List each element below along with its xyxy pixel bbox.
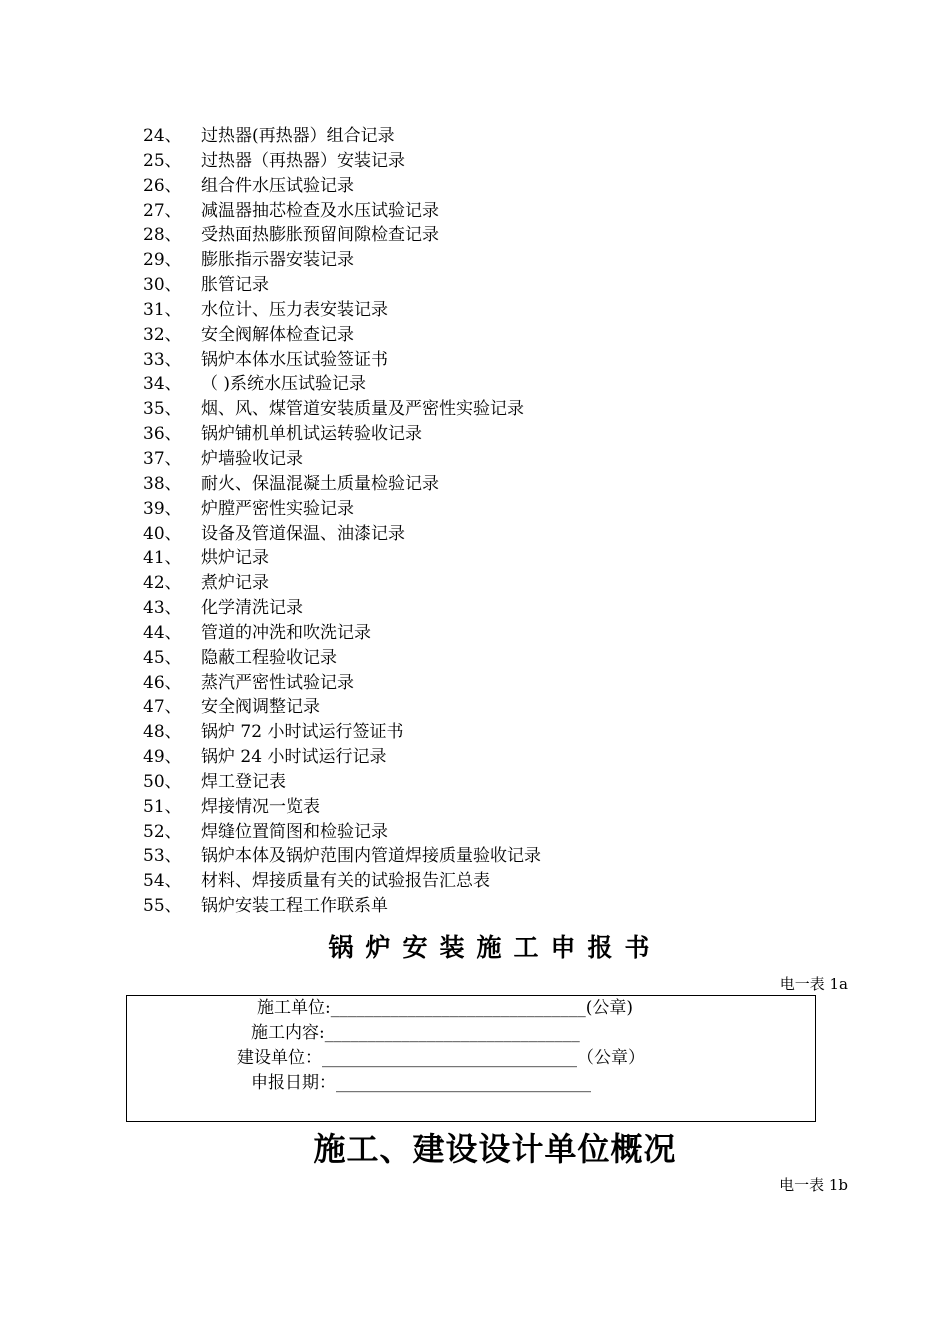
list-item xyxy=(143,720,541,745)
list-item xyxy=(143,844,541,869)
item-number: 49、 xyxy=(143,747,182,768)
list-item xyxy=(143,671,541,696)
item-text: 设备及管道保温、油漆记录 xyxy=(201,523,405,544)
list-item xyxy=(143,894,541,919)
form-code-1b: 电一表 1b xyxy=(779,1176,848,1194)
item-number: 30、 xyxy=(143,275,182,296)
item-number: 29、 xyxy=(143,250,182,271)
list-item xyxy=(143,124,541,149)
item-number: 28、 xyxy=(143,225,182,246)
item-text: 管道的冲洗和吹洗记录 xyxy=(201,622,371,643)
record-list xyxy=(143,124,541,919)
item-text: 锅炉安装工程工作联系单 xyxy=(201,896,388,917)
overview-title: 施工、建设设计单位概况 xyxy=(313,1130,677,1168)
item-text: 组合件水压试验记录 xyxy=(201,175,354,196)
item-number: 32、 xyxy=(143,324,182,345)
list-item xyxy=(143,199,541,224)
list-item xyxy=(143,745,541,770)
item-number: 34、 xyxy=(143,374,182,395)
item-number: 24、 xyxy=(143,126,182,146)
item-number: 50、 xyxy=(143,771,182,792)
list-item xyxy=(143,174,541,199)
list-item xyxy=(143,149,541,174)
item-number: 33、 xyxy=(143,349,182,370)
list-item xyxy=(143,497,541,522)
item-number: 35、 xyxy=(143,399,182,420)
list-item xyxy=(143,372,541,397)
item-text: 锅炉本体水压试验签证书 xyxy=(201,349,388,370)
owner-field[interactable]: 建设单位：______________________________（公章） xyxy=(237,1048,645,1068)
item-number: 26、 xyxy=(143,175,182,196)
list-item xyxy=(143,546,541,571)
item-number: 41、 xyxy=(143,548,182,569)
item-text: 焊接情况一览表 xyxy=(201,796,320,817)
list-item xyxy=(143,447,541,472)
list-item xyxy=(143,223,541,248)
item-number: 36、 xyxy=(143,424,182,445)
item-number: 51、 xyxy=(143,796,182,817)
item-text: 焊工登记表 xyxy=(201,771,286,792)
form-code-1a: 电一表 1a xyxy=(779,975,848,993)
list-item xyxy=(143,571,541,596)
list-item xyxy=(143,621,541,646)
list-item xyxy=(143,397,541,422)
item-text: 受热面热膨胀预留间隙检查记录 xyxy=(201,225,439,246)
list-item xyxy=(143,695,541,720)
item-number: 40、 xyxy=(143,523,182,544)
item-number: 31、 xyxy=(143,299,182,320)
contractor-field[interactable]: 施工单位:______________________________(公章) xyxy=(257,998,633,1018)
item-number: 39、 xyxy=(143,498,182,519)
list-item xyxy=(143,770,541,795)
item-number: 52、 xyxy=(143,821,182,842)
list-item xyxy=(143,820,541,845)
item-text: 化学清洗记录 xyxy=(201,598,303,619)
item-text: 耐火、保温混凝土质量检验记录 xyxy=(201,473,439,494)
list-item xyxy=(143,422,541,447)
application-form-box xyxy=(126,995,816,1122)
item-text: 烟、风、煤管道安装质量及严密性实验记录 xyxy=(201,399,524,420)
item-text: 水位计、压力表安装记录 xyxy=(201,299,388,320)
item-number: 46、 xyxy=(143,672,182,693)
item-text: 焊缝位置简图和检验记录 xyxy=(201,821,388,842)
item-text: 蒸汽严密性试验记录 xyxy=(201,672,354,693)
item-text: 过热器(再热器）组合记录 xyxy=(201,126,395,146)
application-title: 锅炉安装施工申报书 xyxy=(328,933,662,962)
item-number: 47、 xyxy=(143,697,182,718)
item-number: 43、 xyxy=(143,598,182,619)
list-item xyxy=(143,323,541,348)
item-number: 42、 xyxy=(143,573,182,594)
list-item xyxy=(143,298,541,323)
item-text: 安全阀调整记录 xyxy=(201,697,320,718)
item-text: 膨胀指示器安装记录 xyxy=(201,250,354,271)
list-item xyxy=(143,348,541,373)
item-text: 减温器抽芯检查及水压试验记录 xyxy=(201,200,439,221)
date-field[interactable]: 申报日期：______________________________ xyxy=(251,1073,591,1093)
list-item xyxy=(143,248,541,273)
item-text: 锅炉铺机单机试运转验收记录 xyxy=(201,424,422,445)
item-number: 54、 xyxy=(143,871,182,892)
item-text: 烘炉记录 xyxy=(201,548,269,569)
item-number: 45、 xyxy=(143,647,182,668)
item-number: 48、 xyxy=(143,722,182,743)
item-number: 37、 xyxy=(143,448,182,469)
item-text: 锅炉 72 小时试运行签证书 xyxy=(201,722,404,743)
item-text: 材料、焊接质量有关的试验报告汇总表 xyxy=(201,871,490,892)
content-field[interactable]: 施工内容:______________________________ xyxy=(251,1023,580,1043)
item-number: 55、 xyxy=(143,896,182,917)
item-text: 炉墙验收记录 xyxy=(201,448,303,469)
list-item xyxy=(143,646,541,671)
item-number: 27、 xyxy=(143,200,182,221)
list-item xyxy=(143,795,541,820)
list-item xyxy=(143,869,541,894)
item-text: 过热器（再热器）安装记录 xyxy=(201,150,405,171)
item-text: 胀管记录 xyxy=(201,275,269,296)
list-item xyxy=(143,522,541,547)
item-number: 38、 xyxy=(143,473,182,494)
item-number: 53、 xyxy=(143,846,182,867)
item-text: 锅炉本体及锅炉范围内管道焊接质量验收记录 xyxy=(201,846,541,867)
item-number: 44、 xyxy=(143,622,182,643)
item-text: （ )系统水压试验记录 xyxy=(201,374,367,395)
list-item xyxy=(143,273,541,298)
item-text: 安全阀解体检查记录 xyxy=(201,324,354,345)
list-item xyxy=(143,596,541,621)
item-text: 锅炉 24 小时试运行记录 xyxy=(201,747,387,768)
list-item xyxy=(143,472,541,497)
item-number: 25、 xyxy=(143,150,182,171)
item-text: 煮炉记录 xyxy=(201,573,269,594)
item-text: 炉膛严密性实验记录 xyxy=(201,498,354,519)
item-text: 隐蔽工程验收记录 xyxy=(201,647,337,668)
